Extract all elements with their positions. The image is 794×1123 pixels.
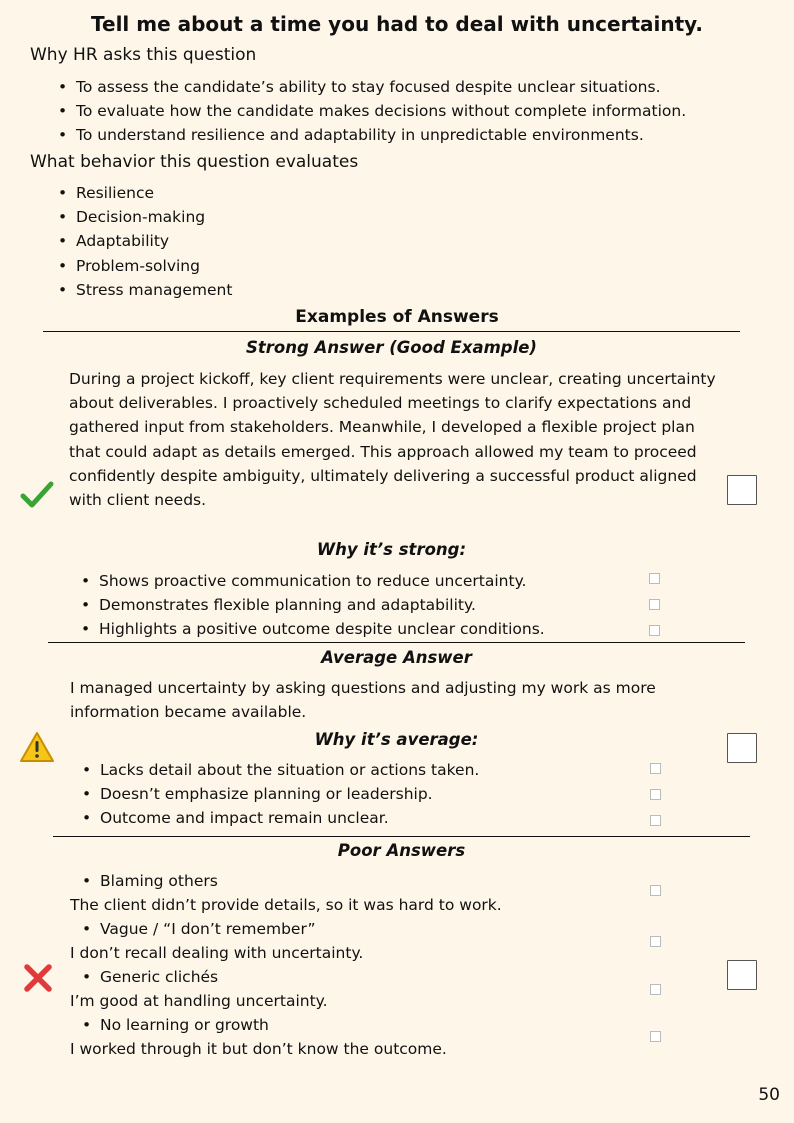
list-item: • Problem-solving <box>54 254 232 278</box>
list-item: • Demonstrates flexible planning and adaptability. <box>77 593 545 617</box>
list-item: • Resilience <box>54 181 232 205</box>
list-item: • Highlights a positive outcome despite unclear conditions. <box>77 617 545 641</box>
divider <box>43 331 740 332</box>
poor-example-3: I’m good at handling uncertainty. <box>70 992 328 1010</box>
list-item: • Adaptability <box>54 229 232 253</box>
poor-item-2 <box>78 917 316 941</box>
strong-why-checkbox-1[interactable] <box>649 573 660 584</box>
list-item: • Blaming others <box>78 869 218 893</box>
page-title: Tell me about a time you had to deal with uncertainty. <box>91 12 703 36</box>
list-item: • Stress management <box>54 278 232 302</box>
poor-checkbox-4[interactable] <box>650 1031 661 1042</box>
poor-answers-title: Poor Answers <box>337 841 466 860</box>
strong-answer-title: Strong Answer (Good Example) <box>246 338 537 357</box>
strong-why-list <box>77 569 545 642</box>
strong-answer-text: During a project kickoff, key client requirements were unclear, creating uncertainty about deliverables. I proactively scheduled meetings to clarify expectations and gathered input from stakeholders. Meanwhile, I developed a flexible project plan that could adapt as details emerged. This approach allowed my team to proceed confidently despite ambiguity, ultimately delivering a successful product aligned with client needs. <box>69 370 716 510</box>
list-item: • To evaluate how the candidate makes decisions without complete information. <box>54 99 686 123</box>
poor-checkbox-2[interactable] <box>650 936 661 947</box>
list-item: • Generic clichés <box>78 965 218 989</box>
poor-answers-checkbox[interactable] <box>727 960 757 990</box>
average-why-list <box>78 758 479 831</box>
cross-icon <box>22 963 54 993</box>
list-item: • To understand resilience and adaptability in unpredictable environments. <box>54 123 686 147</box>
average-why-checkbox-1[interactable] <box>650 763 661 774</box>
page-number: 50 <box>758 1085 780 1105</box>
examples-heading: Examples of Answers <box>295 307 499 327</box>
poor-checkbox-3[interactable] <box>650 984 661 995</box>
strong-why-title: Why it’s strong: <box>316 540 467 559</box>
list-item: • To assess the candidate’s ability to stay focused despite unclear situations. <box>54 75 686 99</box>
behavior-heading: What behavior this question evaluates <box>30 152 359 172</box>
check-icon <box>20 480 54 510</box>
average-why-title: Why it’s average: <box>314 730 479 749</box>
average-why-checkbox-2[interactable] <box>650 789 661 800</box>
divider <box>48 642 745 643</box>
average-answer-title: Average Answer <box>321 648 472 667</box>
list-item: • Decision-making <box>54 205 232 229</box>
list-item: • No learning or growth <box>78 1013 269 1037</box>
strong-answer-checkbox[interactable] <box>727 475 757 505</box>
list-item: • Vague / “I don’t remember” <box>78 917 316 941</box>
list-item: • Shows proactive communication to reduce uncertainty. <box>77 569 545 593</box>
poor-checkbox-1[interactable] <box>650 885 661 896</box>
strong-why-checkbox-2[interactable] <box>649 599 660 610</box>
why-hr-heading: Why HR asks this question <box>30 45 257 65</box>
divider <box>53 836 750 837</box>
list-item: • Outcome and impact remain unclear. <box>78 806 479 830</box>
average-answer-text: I managed uncertainty by asking questions and adjusting my work as more information became available. <box>70 679 656 722</box>
average-why-checkbox-3[interactable] <box>650 815 661 826</box>
poor-example-1: The client didn’t provide details, so it was hard to work. <box>70 896 502 914</box>
why-hr-list <box>54 75 686 148</box>
poor-example-4: I worked through it but don’t know the outcome. <box>70 1040 447 1058</box>
list-item: • Doesn’t emphasize planning or leadership. <box>78 782 479 806</box>
strong-why-checkbox-3[interactable] <box>649 625 660 636</box>
poor-item-3 <box>78 965 218 989</box>
poor-example-2: I don’t recall dealing with uncertainty. <box>70 944 364 962</box>
poor-item-1 <box>78 869 218 893</box>
poor-item-4 <box>78 1013 269 1037</box>
behavior-list <box>54 181 232 302</box>
list-item: • Lacks detail about the situation or actions taken. <box>78 758 479 782</box>
